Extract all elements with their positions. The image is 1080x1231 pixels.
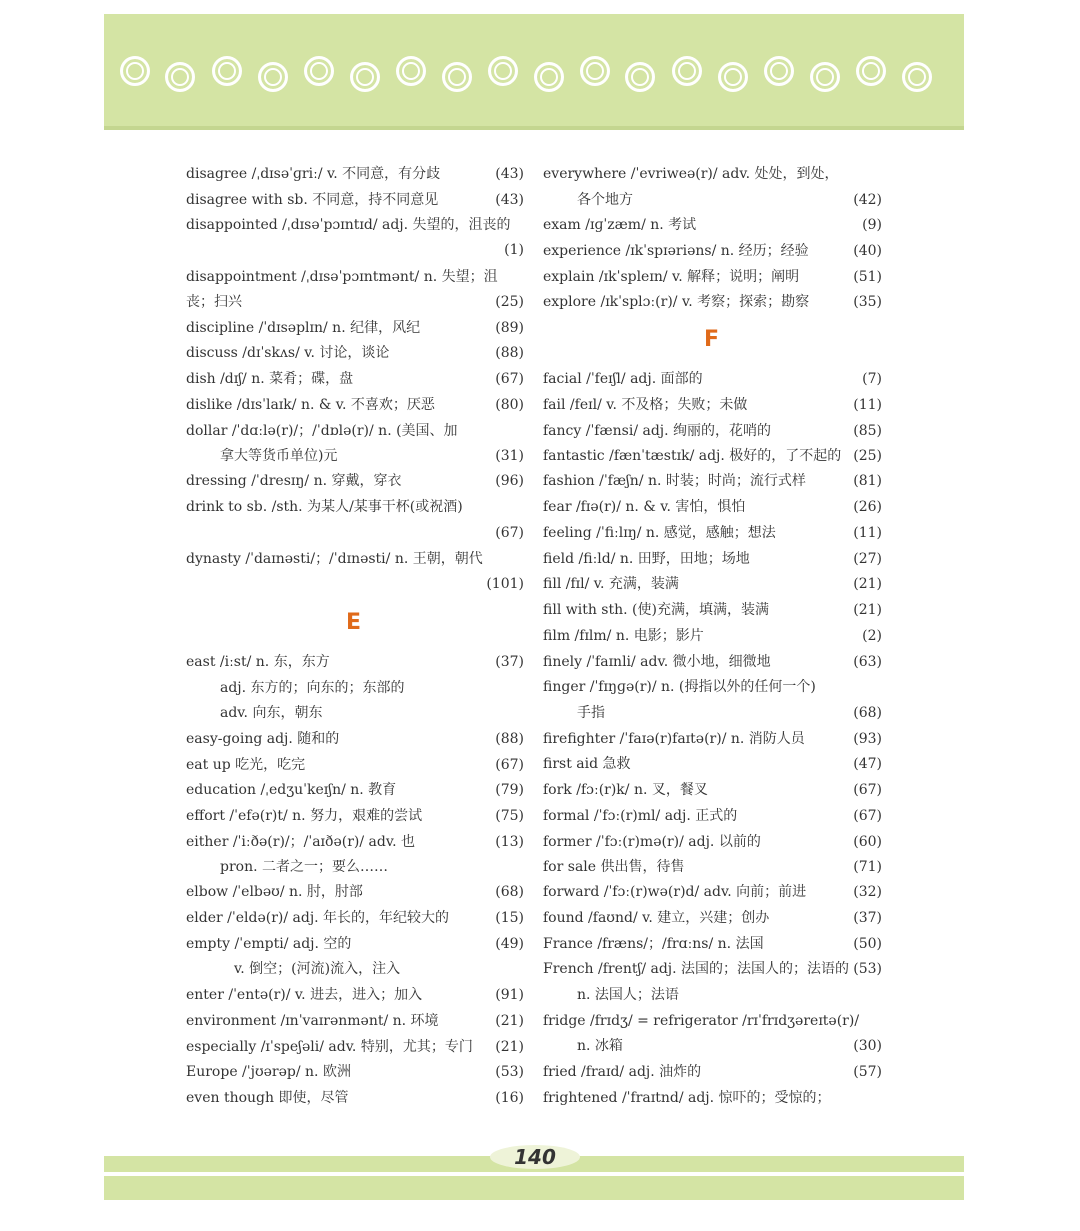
glossary-entry: film /fɪlm/ n. 电影；影片 bbox=[543, 628, 704, 644]
page-reference: (42) bbox=[853, 192, 882, 208]
page-reference: (71) bbox=[853, 859, 882, 875]
page-reference: (80) bbox=[495, 397, 524, 413]
glossary-entry: disappointment /ˌdɪsəˈpɔɪntmənt/ n. 失望；沮 bbox=[186, 269, 498, 285]
page-reference: (67) bbox=[495, 525, 524, 541]
glossary-entry: explain /ɪkˈspleɪn/ v. 解释；说明；阐明 bbox=[543, 269, 800, 285]
glossary-entry: v. 倒空；(河流)流入，注入 bbox=[234, 961, 401, 977]
page-reference: (21) bbox=[853, 602, 882, 618]
glossary-entry: n. 法国人；法语 bbox=[577, 987, 679, 1003]
glossary-entry: fork /fɔː(r)k/ n. 叉，餐叉 bbox=[543, 782, 708, 798]
page-reference: (81) bbox=[853, 473, 882, 489]
glossary-entry: disagree /ˌdɪsəˈɡriː/ v. 不同意，有分歧 bbox=[186, 166, 441, 182]
page-reference: (91) bbox=[495, 987, 524, 1003]
page-number: 140 bbox=[514, 1145, 556, 1169]
page-reference: (30) bbox=[853, 1038, 882, 1054]
glossary-entry: 各个地方 bbox=[577, 192, 633, 208]
footer-band-lower bbox=[104, 1176, 964, 1200]
ring-icon bbox=[258, 62, 288, 92]
page-reference: (89) bbox=[495, 320, 524, 336]
page-reference: (40) bbox=[853, 243, 882, 259]
page-reference: (25) bbox=[853, 448, 882, 464]
glossary-entry: eat up 吃光，吃完 bbox=[186, 757, 306, 773]
glossary-entry: Europe /ˈjʊərəp/ n. 欧洲 bbox=[186, 1064, 351, 1080]
ring-icon bbox=[304, 56, 334, 86]
ring-icon bbox=[902, 62, 932, 92]
glossary-entry: east /iːst/ n. 东，东方 bbox=[186, 654, 330, 670]
page-reference: (21) bbox=[495, 1013, 524, 1029]
page-reference: (37) bbox=[495, 654, 524, 670]
page-reference: (85) bbox=[853, 423, 882, 439]
page-reference: (67) bbox=[495, 371, 524, 387]
glossary-entry: found /faʊnd/ v. 建立，兴建；创办 bbox=[543, 910, 770, 926]
page-reference: (9) bbox=[862, 217, 882, 233]
glossary-entry: dislike /dɪsˈlaɪk/ n. & v. 不喜欢；厌恶 bbox=[186, 397, 435, 413]
glossary-entry: especially /ɪˈspeʃəli/ adv. 特别，尤其；专门 bbox=[186, 1039, 473, 1055]
glossary-entry: 丧；扫兴 bbox=[186, 294, 242, 310]
ring-icon bbox=[396, 56, 426, 86]
glossary-entry: fashion /ˈfæʃn/ n. 时装；时尚；流行式样 bbox=[543, 473, 806, 489]
glossary-entry: empty /ˈempti/ adj. 空的 bbox=[186, 936, 352, 952]
page-reference: (57) bbox=[853, 1064, 882, 1080]
ring-icon bbox=[580, 56, 610, 86]
page-reference: (93) bbox=[853, 731, 882, 747]
glossary-entry: fridge /frɪdʒ/ = refrigerator /rɪˈfrɪdʒəreɪtə(r)/ bbox=[543, 1013, 860, 1029]
page-reference: (1) bbox=[504, 242, 524, 258]
page-reference: (15) bbox=[495, 910, 524, 926]
page-reference: (68) bbox=[853, 705, 882, 721]
glossary-entry: feeling /ˈfiːlɪŋ/ n. 感觉，感触；想法 bbox=[543, 525, 776, 541]
page-reference: (75) bbox=[495, 808, 524, 824]
ring-icon bbox=[120, 56, 150, 86]
page-reference: (96) bbox=[495, 473, 524, 489]
page-reference: (32) bbox=[853, 884, 882, 900]
glossary-entry: for sale 供出售，待售 bbox=[543, 859, 685, 875]
page-reference: (26) bbox=[853, 499, 882, 515]
glossary-entry: elder /ˈeldə(r)/ adj. 年长的，年纪较大的 bbox=[186, 910, 450, 926]
page-reference: (11) bbox=[853, 397, 882, 413]
ring-icon bbox=[212, 56, 242, 86]
glossary-entry: dressing /ˈdresɪŋ/ n. 穿戴，穿衣 bbox=[186, 473, 402, 489]
section-letter-f: F bbox=[704, 327, 720, 352]
page-reference: (25) bbox=[495, 294, 524, 310]
glossary-entry: drink to sb. /sth. 为某人/某事干杯(或祝酒) bbox=[186, 499, 463, 515]
ring-icon bbox=[625, 62, 655, 92]
page-reference: (67) bbox=[853, 782, 882, 798]
page-reference: (37) bbox=[853, 910, 882, 926]
glossary-entry: enter /ˈentə(r)/ v. 进去，进入；加入 bbox=[186, 987, 423, 1003]
glossary-entry: disappointed /ˌdɪsəˈpɔɪntɪd/ adj. 失望的，沮丧的 bbox=[186, 217, 511, 233]
page-reference: (60) bbox=[853, 834, 882, 850]
ring-icon bbox=[442, 62, 472, 92]
page-reference: (88) bbox=[495, 731, 524, 747]
page-reference: (68) bbox=[495, 884, 524, 900]
ring-icon bbox=[718, 62, 748, 92]
glossary-entry: French /frentʃ/ adj. 法国的；法国人的；法语的 bbox=[543, 961, 850, 977]
page-reference: (11) bbox=[853, 525, 882, 541]
glossary-entry: finger /ˈfɪŋɡə(r)/ n. (拇指以外的任何一个) bbox=[543, 679, 816, 695]
glossary-entry: fancy /ˈfænsi/ adj. 绚丽的，花哨的 bbox=[543, 423, 772, 439]
glossary-entry: discuss /dɪˈskʌs/ v. 讨论，谈论 bbox=[186, 345, 390, 361]
page-reference: (35) bbox=[853, 294, 882, 310]
glossary-entry: exam /ɪɡˈzæm/ n. 考试 bbox=[543, 217, 697, 233]
glossary-entry: dollar /ˈdɑːlə(r)/；/ˈdɒlə(r)/ n. (美国、加 bbox=[186, 423, 458, 439]
page-reference: (47) bbox=[853, 756, 882, 772]
glossary-entry: frightened /ˈfraɪtnd/ adj. 惊吓的；受惊的； bbox=[543, 1090, 831, 1106]
glossary-entry: dynasty /ˈdaɪnəsti/；/ˈdɪnəsti/ n. 王朝，朝代 bbox=[186, 551, 483, 567]
glossary-entry: 拿大等货币单位)元 bbox=[220, 448, 338, 464]
glossary-entry: former /ˈfɔː(r)mə(r)/ adj. 以前的 bbox=[543, 834, 761, 850]
page-reference: (43) bbox=[495, 166, 524, 182]
page-reference: (31) bbox=[495, 448, 524, 464]
glossary-entry: finely /ˈfaɪnli/ adv. 微小地，细微地 bbox=[543, 654, 771, 670]
glossary-entry: fantastic /fænˈtæstɪk/ adj. 极好的，了不起的 bbox=[543, 448, 842, 464]
glossary-entry: pron. 二者之一；要么…… bbox=[220, 859, 388, 875]
page-reference: (13) bbox=[495, 834, 524, 850]
glossary-entry: fill /fɪl/ v. 充满，装满 bbox=[543, 576, 679, 592]
ring-icon bbox=[810, 62, 840, 92]
glossary-entry: fail /feɪl/ v. 不及格；失败；未做 bbox=[543, 397, 748, 413]
ring-icon bbox=[764, 56, 794, 86]
glossary-entry: experience /ɪkˈspɪəriəns/ n. 经历；经验 bbox=[543, 243, 809, 259]
glossary-entry: effort /ˈefə(r)t/ n. 努力，艰难的尝试 bbox=[186, 808, 423, 824]
glossary-entry: forward /ˈfɔː(r)wə(r)d/ adv. 向前；前进 bbox=[543, 884, 807, 900]
glossary-entry: easy-going adj. 随和的 bbox=[186, 731, 340, 747]
glossary-entry: everywhere /ˈevriweə(r)/ adv. 处处，到处， bbox=[543, 166, 839, 182]
glossary-entry: elbow /ˈelbəʊ/ n. 肘，肘部 bbox=[186, 884, 363, 900]
glossary-entry: fear /fɪə(r)/ n. & v. 害怕，惧怕 bbox=[543, 499, 746, 515]
page-reference: (49) bbox=[495, 936, 524, 952]
glossary-entry: 手指 bbox=[577, 705, 605, 721]
ring-icon bbox=[856, 56, 886, 86]
ring-icon bbox=[672, 56, 702, 86]
glossary-entry: n. 冰箱 bbox=[577, 1038, 623, 1054]
page-reference: (51) bbox=[853, 269, 882, 285]
ring-icon bbox=[488, 56, 518, 86]
page-reference: (53) bbox=[495, 1064, 524, 1080]
page-reference: (27) bbox=[853, 551, 882, 567]
glossary-entry: fill with sth. (使)充满，填满，装满 bbox=[543, 602, 769, 618]
ring-icon bbox=[534, 62, 564, 92]
page-reference: (53) bbox=[853, 961, 882, 977]
page-reference: (21) bbox=[495, 1039, 524, 1055]
header-divider bbox=[104, 126, 964, 130]
glossary-entry: first aid 急救 bbox=[543, 756, 631, 772]
ring-icon bbox=[350, 62, 380, 92]
glossary-entry: formal /ˈfɔː(r)ml/ adj. 正式的 bbox=[543, 808, 738, 824]
glossary-entry: field /fiːld/ n. 田野，田地；场地 bbox=[543, 551, 750, 567]
page-reference: (2) bbox=[862, 628, 882, 644]
page-reference: (67) bbox=[495, 757, 524, 773]
glossary-entry: firefighter /ˈfaɪə(r)faɪtə(r)/ n. 消防人员 bbox=[543, 731, 805, 747]
page-reference: (67) bbox=[853, 808, 882, 824]
page-reference: (16) bbox=[495, 1090, 524, 1106]
page-reference: (50) bbox=[853, 936, 882, 952]
page-reference: (88) bbox=[495, 345, 524, 361]
glossary-entry: France /fræns/；/frɑːns/ n. 法国 bbox=[543, 936, 764, 952]
ring-icon bbox=[165, 62, 195, 92]
section-letter-e: E bbox=[346, 610, 362, 635]
page-reference: (43) bbox=[495, 192, 524, 208]
glossary-entry: explore /ɪkˈsplɔː(r)/ v. 考察；探索；勘察 bbox=[543, 294, 810, 310]
page-reference: (101) bbox=[486, 576, 524, 592]
glossary-entry: discipline /ˈdɪsəplɪn/ n. 纪律，风纪 bbox=[186, 320, 421, 336]
page-reference: (21) bbox=[853, 576, 882, 592]
page-reference: (7) bbox=[862, 371, 882, 387]
glossary-entry: dish /dɪʃ/ n. 菜肴；碟，盘 bbox=[186, 371, 354, 387]
glossary-entry: education /ˌedʒuˈkeɪʃn/ n. 教育 bbox=[186, 782, 397, 798]
glossary-entry: environment /ɪnˈvaɪrənmənt/ n. 环境 bbox=[186, 1013, 439, 1029]
glossary-entry: fried /fraɪd/ adj. 油炸的 bbox=[543, 1064, 702, 1080]
page-reference: (63) bbox=[853, 654, 882, 670]
glossary-entry: disagree with sb. 不同意，持不同意见 bbox=[186, 192, 439, 208]
glossary-entry: facial /ˈfeɪʃl/ adj. 面部的 bbox=[543, 371, 703, 387]
glossary-entry: even though 即使，尽管 bbox=[186, 1090, 349, 1106]
glossary-entry: adv. 向东，朝东 bbox=[220, 705, 323, 721]
glossary-entry: adj. 东方的；向东的；东部的 bbox=[220, 680, 405, 696]
glossary-entry: either /ˈiːðə(r)/；/ˈaɪðə(r)/ adv. 也 bbox=[186, 834, 415, 850]
page-reference: (79) bbox=[495, 782, 524, 798]
